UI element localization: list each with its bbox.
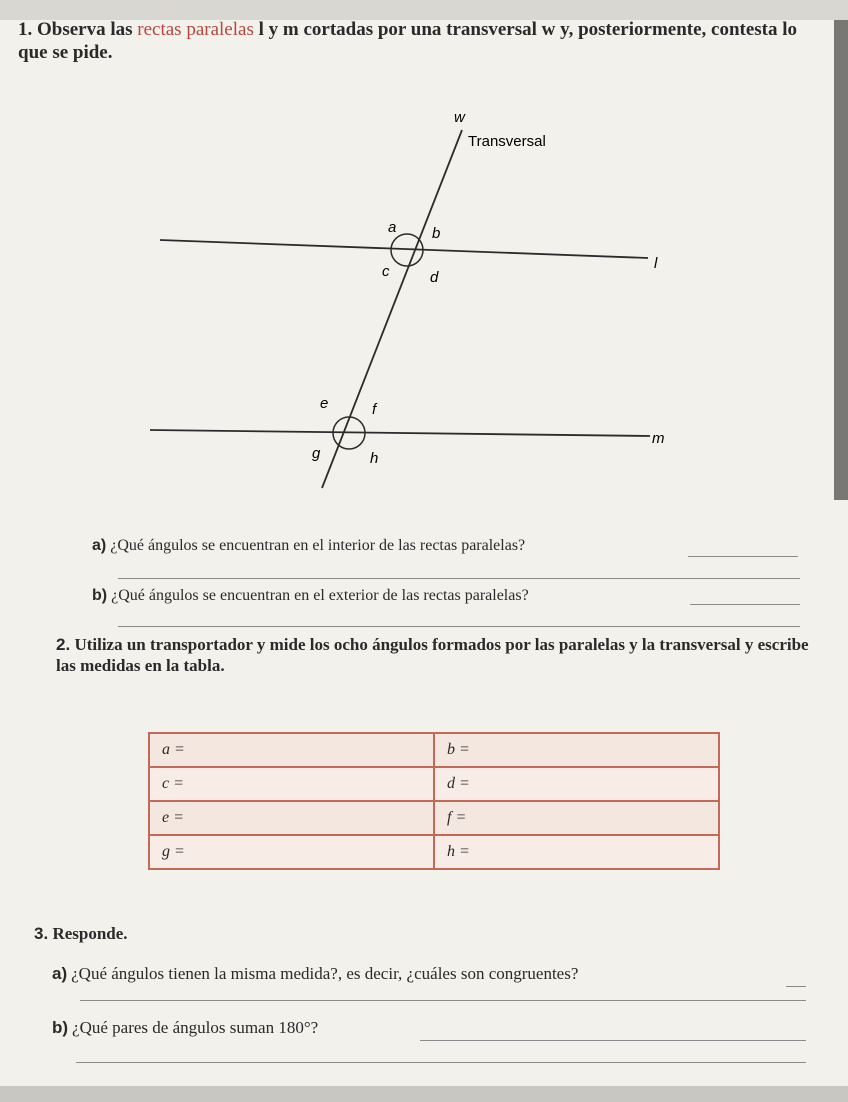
question-1-text-a: Observa las [37,19,138,40]
cell-angle-a[interactable]: a = [149,733,434,767]
question-3-number: 3. [34,924,49,943]
table-row [149,801,719,835]
question-1b-label: b) [92,587,108,604]
question-3 [34,924,128,944]
line-l [160,240,648,258]
cell-angle-c[interactable]: c = [149,767,434,801]
table-row [149,767,719,801]
cell-angle-h[interactable]: h = [434,835,719,869]
question-3b-text: ¿Qué pares de ángulos suman 180°? [72,1018,319,1037]
parallel-lines-figure [0,90,848,500]
angle-label-h: h [370,450,379,467]
answer-line-1a-2[interactable] [118,578,800,579]
question-3a [52,964,578,984]
table-row [149,733,719,767]
answer-line-3a-2[interactable] [80,1000,806,1001]
answer-line-3b[interactable] [420,1040,806,1041]
transversal-label: Transversal [468,133,546,150]
question-3a-text: ¿Qué ángulos tienen la misma medida?, es decir, ¿cuáles son congruentes? [71,964,579,983]
question-1-text-highlight: rectas paralelas [137,19,254,40]
answer-line-1a[interactable] [688,556,798,557]
answer-line-1b[interactable] [690,604,800,605]
angle-label-a: a [388,219,397,236]
angle-label-b: b [432,225,441,242]
cell-angle-b[interactable]: b = [434,733,719,767]
angle-label-g: g [312,445,321,462]
answer-line-3a[interactable] [786,986,806,987]
question-1a-text: ¿Qué ángulos se encuentran en el interior de las rectas paralelas? [110,537,526,554]
question-1-number: 1. [18,19,33,40]
question-2 [56,634,816,676]
question-1 [18,18,818,64]
line-m-label: m [652,430,665,447]
figure-svg [0,90,848,500]
top-edge [0,0,848,20]
answer-line-3b-2[interactable] [76,1062,806,1063]
question-3-text: Responde. [52,924,128,943]
angle-label-f: f [372,401,377,418]
question-3b-label: b) [52,1018,69,1037]
line-m [150,430,650,436]
transversal-name: w [454,109,465,126]
question-1a-label: a) [92,537,107,554]
question-1b [92,586,529,606]
cell-angle-f[interactable]: f = [434,801,719,835]
question-1a [92,536,525,556]
bottom-edge [0,1086,848,1102]
question-2-text: Utiliza un transportador y mide los ocho ángulos formados por las paralelas y la transversal y escribe las medidas en la tabla. [56,635,809,675]
line-l-label: l [654,255,658,272]
question-1b-text: ¿Qué ángulos se encuentran en el exterior de las rectas paralelas? [111,587,529,604]
cell-angle-d[interactable]: d = [434,767,719,801]
answer-line-1b-2[interactable] [118,626,800,627]
cell-angle-e[interactable]: e = [149,801,434,835]
angle-label-e: e [320,395,329,412]
question-2-number: 2. [56,635,71,654]
measurement-table [148,732,720,870]
angle-label-d: d [430,269,439,286]
cell-angle-g[interactable]: g = [149,835,434,869]
angle-label-c: c [382,263,390,280]
question-3a-label: a) [52,964,68,983]
table-row [149,835,719,869]
question-1-text-b: l y m cortadas por una transversal w y, posteriormente, contesta lo que se pide. [18,19,798,63]
question-3b [52,1018,318,1038]
